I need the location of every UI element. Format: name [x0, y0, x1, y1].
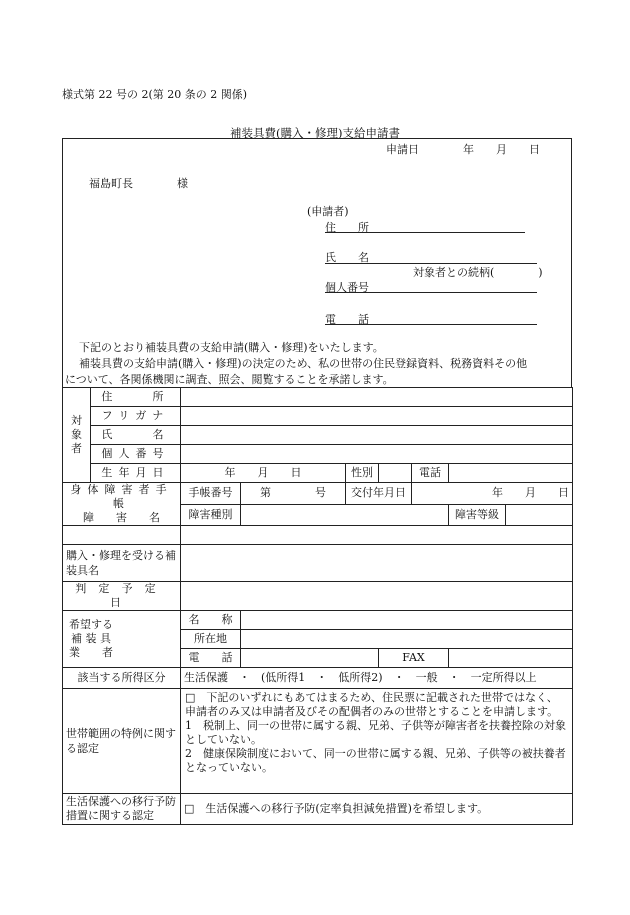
statement-consent-2: について、各関係機関に調査、照会、閲覧することを承諾します。 [65, 373, 394, 386]
subject-name-label: 氏 名 [91, 426, 181, 445]
applicant-address-label: 住 所 [325, 221, 369, 234]
subject-furigana-label: フリガナ [91, 407, 181, 426]
household-condition-2: 2 健康保険制度において、同一の世帯に属する親、兄弟、子供等の被扶養者となっていない。 [185, 747, 566, 774]
vendor-phone-field[interactable] [241, 649, 379, 668]
subject-sex-field[interactable] [379, 464, 412, 483]
applicant-personal-no-field[interactable] [325, 292, 537, 293]
handbook-issue-field[interactable]: 年 月 日 [412, 483, 573, 505]
subject-name-field[interactable] [181, 426, 573, 445]
handbook-number-label: 手帳番号 [181, 483, 241, 505]
applicant-personal-no-label: 個人番号 [325, 281, 369, 294]
handbook-number-field[interactable]: 第 号 [241, 483, 346, 505]
apply-date[interactable]: 申請日 年 月 日 [386, 143, 540, 156]
statement-request: 下記のとおり補装具費の支給申請(購入・修理)をいたします。 [79, 341, 384, 354]
welfare-prevention-label: 生活保護への移行予防措置に関する認定 [63, 794, 181, 825]
judgement-date-label: 判定予定日 [63, 582, 181, 611]
statement-consent-1: 補装具費の支給申請(購入・修理)の決定のため、私の世帯の住民登録資料、税務資料その他 [79, 357, 528, 370]
device-label: 購入・修理を受ける補装具名 [63, 545, 181, 582]
income-category-options[interactable]: 生活保護 ・ (低所得1 ・ 低所得2) ・ 一般 ・ 一定所得以上 [181, 668, 573, 689]
applicant-phone-label: 電 話 [325, 313, 369, 326]
judgement-date-field[interactable] [181, 582, 573, 611]
household-condition-1: 1 税制上、同一の世帯に属する親、兄弟、子供等が障害者を扶養控除の対象としていない。 [185, 719, 566, 746]
applicant-phone-field[interactable] [325, 324, 537, 325]
application-header-box [62, 138, 572, 388]
vendor-name-label: 名 称 [181, 611, 241, 630]
household-exception-checkbox-line: □ 下記のいずれにもあてはまるため、住民票に記載された世帯ではなく、申請者のみ又は申請者及びその配偶者のみの世帯とすることを申請します。 [185, 691, 559, 718]
vendor-fax-label: FAX [379, 649, 449, 668]
device-field[interactable] [181, 545, 573, 582]
vendor-group-label: 希望する 補 装 具 業 者 [63, 611, 181, 668]
subject-birthdate-label: 生年月日 [91, 464, 181, 483]
subject-furigana-field[interactable] [181, 407, 573, 426]
disability-grade-label: 障害等級 [449, 504, 506, 526]
applicant-label: (申請者) [307, 205, 349, 218]
handbook-label: 身体障害者手帳 障 害 名 [63, 483, 181, 526]
subject-group-label: 対 象 者 [63, 388, 91, 483]
disability-name-field[interactable] [181, 526, 573, 545]
vendor-name-field[interactable] [241, 611, 573, 630]
applicant-name-label: 氏 名 [325, 251, 369, 264]
vendor-location-label: 所在地 [181, 630, 241, 649]
application-form-table [62, 387, 573, 825]
vendor-fax-field[interactable] [449, 649, 573, 668]
subject-sex-label: 性別 [346, 464, 379, 483]
vendor-phone-label: 電 話 [181, 649, 241, 668]
form-title: 補装具費(購入・修理)支給申請書 [230, 126, 400, 140]
handbook-issue-label: 交付年月日 [346, 483, 412, 505]
subject-phone-field[interactable] [449, 464, 573, 483]
welfare-prevention-checkbox[interactable]: □ 生活保護への移行予防(定率負担減免措置)を希望します。 [181, 794, 573, 825]
disability-name-row-label [63, 526, 181, 545]
subject-personal-no-field[interactable] [181, 445, 573, 464]
income-category-label: 該当する所得区分 [63, 668, 181, 689]
household-exception-text[interactable] [181, 689, 573, 794]
disability-type-label: 障害種別 [181, 504, 241, 526]
vendor-location-field[interactable] [241, 630, 573, 649]
subject-address-label: 住 所 [91, 388, 181, 407]
applicant-address-field[interactable] [325, 232, 525, 233]
relation-field[interactable]: 対象者との続柄( ) [413, 266, 543, 279]
disability-type-field[interactable] [241, 504, 449, 526]
subject-address-field[interactable] [181, 388, 573, 407]
household-exception-label: 世帯範囲の特例に関する認定 [63, 689, 181, 794]
subject-personal-no-label: 個人番号 [91, 445, 181, 464]
addressee: 福島町長 様 [89, 177, 188, 190]
form-reference: 様式第 22 号の 2(第 20 条の 2 関係) [62, 88, 248, 101]
subject-phone-label: 電話 [412, 464, 449, 483]
disability-grade-field[interactable] [506, 504, 573, 526]
subject-birthdate-field[interactable]: 年 月 日 [181, 464, 346, 483]
